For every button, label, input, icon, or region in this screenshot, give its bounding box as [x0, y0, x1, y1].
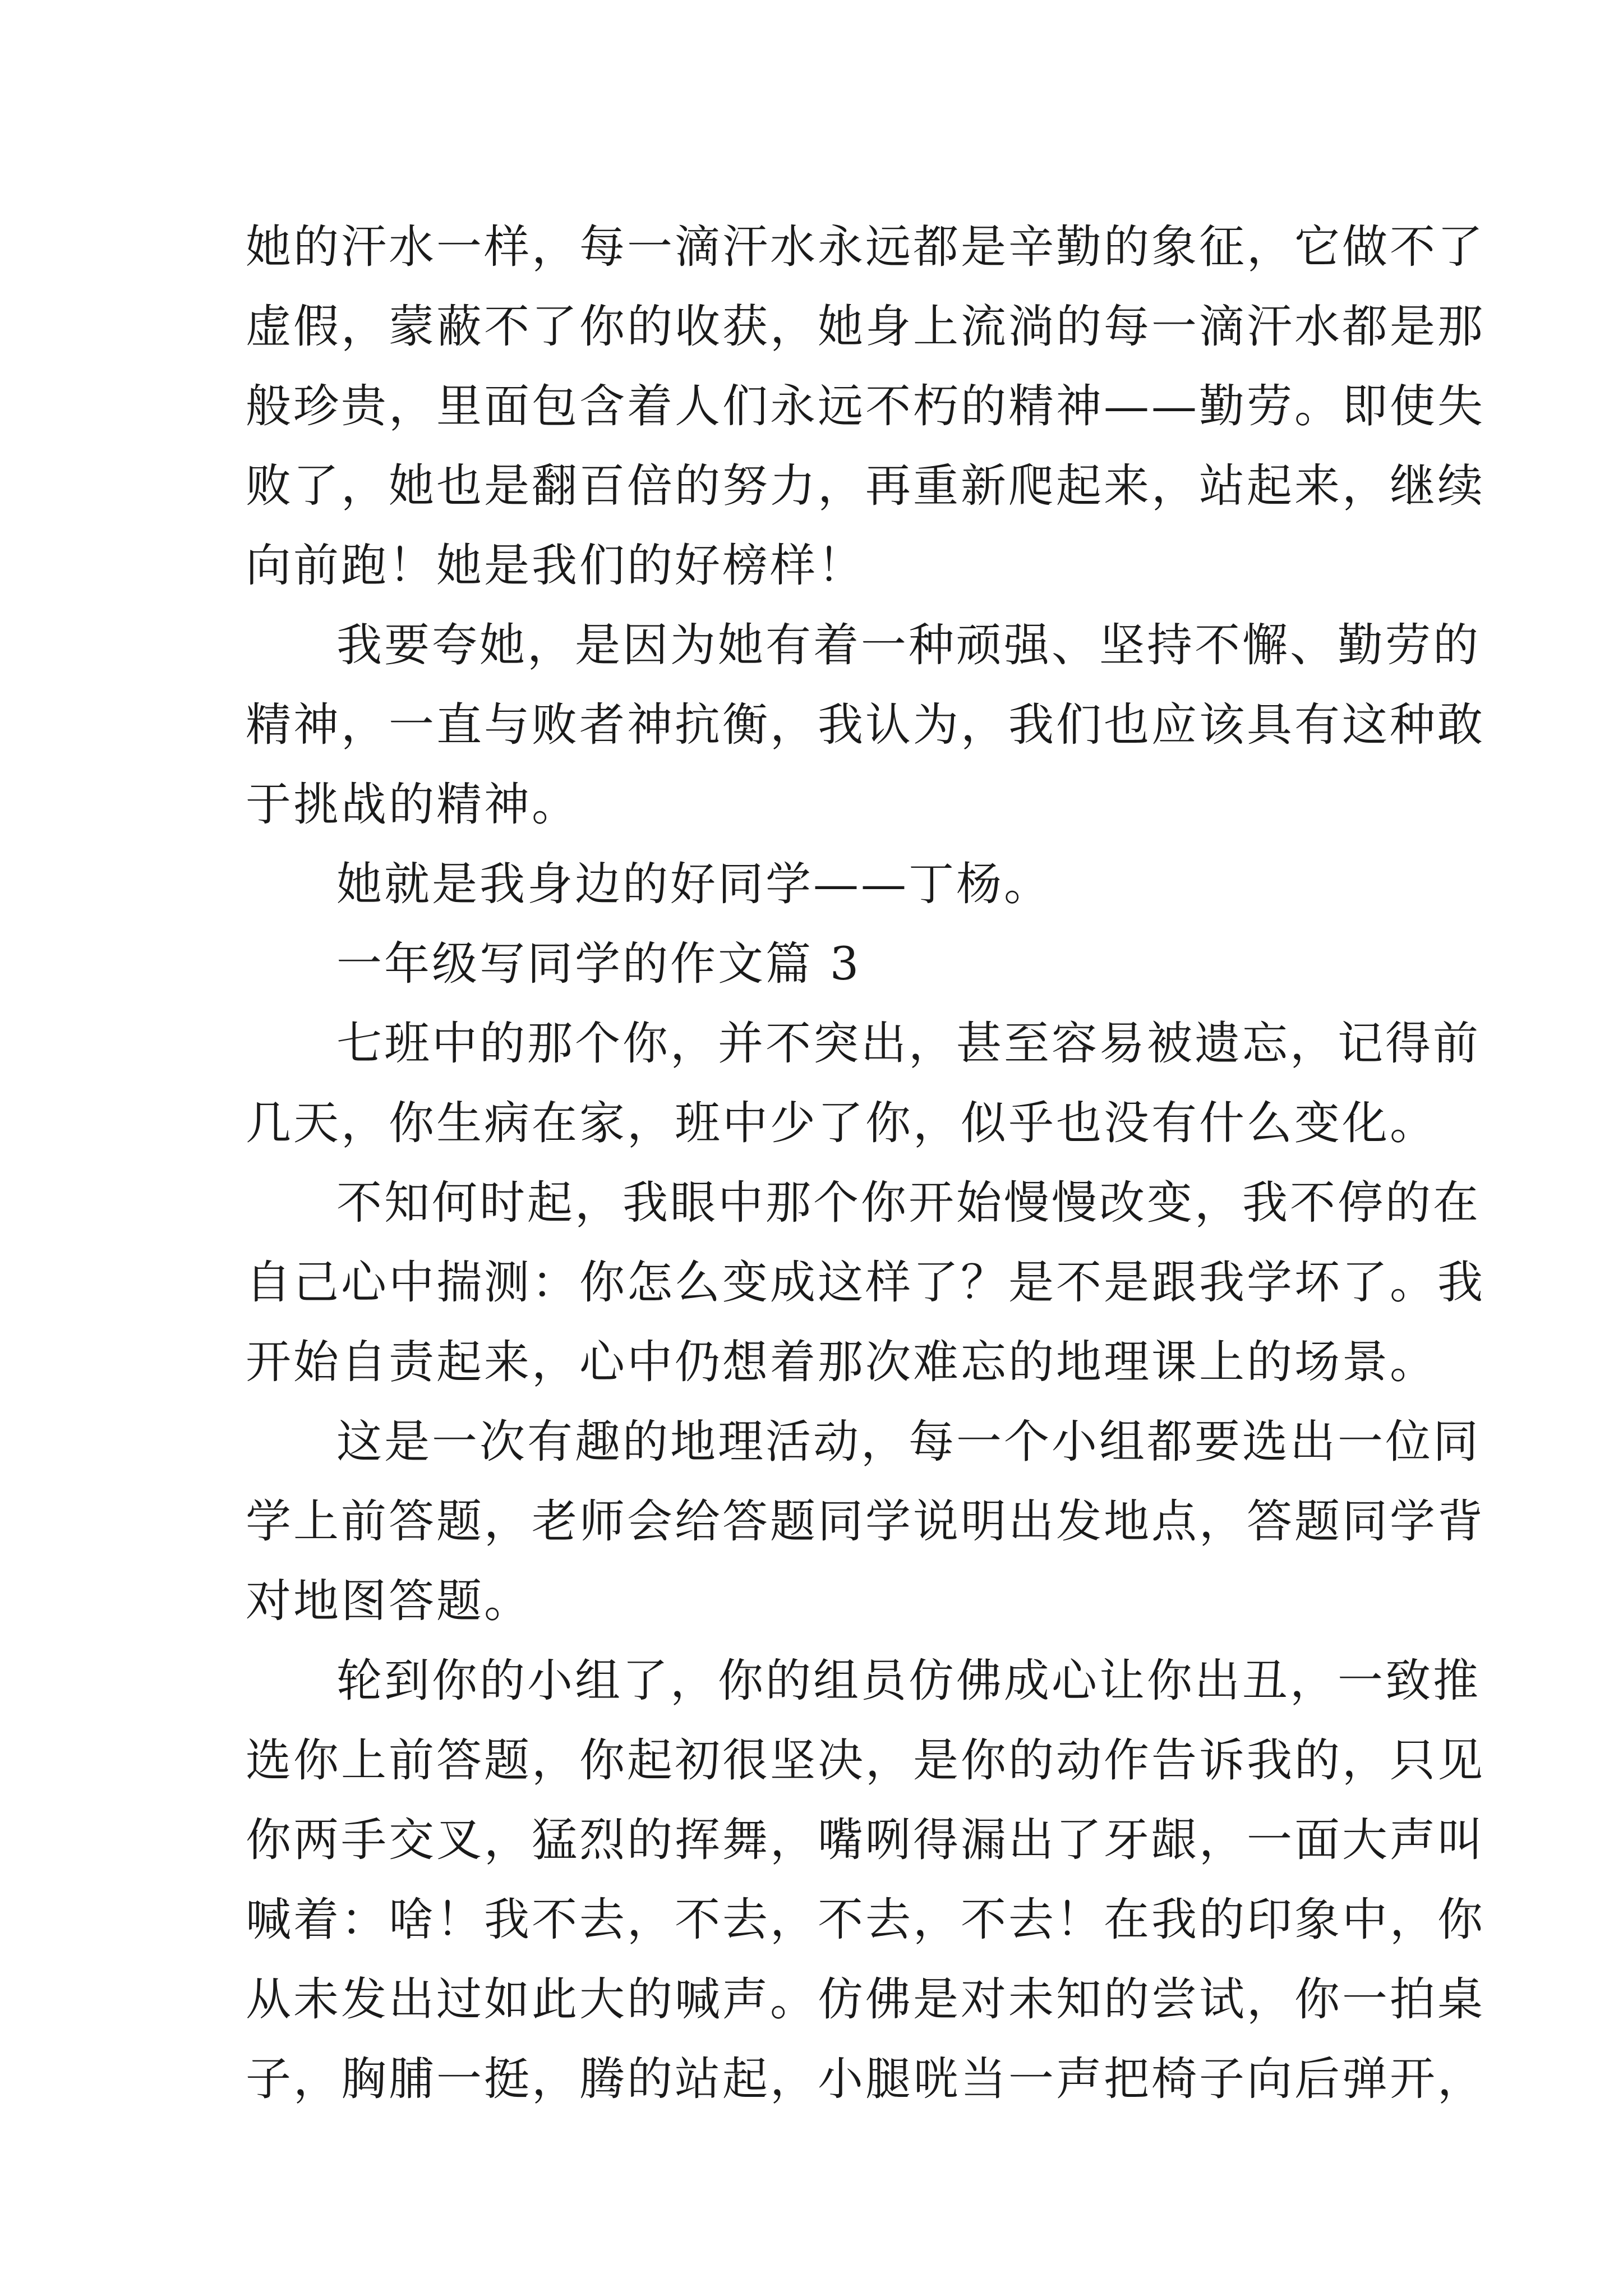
text-line: 败了，她也是翻百倍的努力，再重新爬起来，站起来，继续: [246, 460, 1486, 513]
text-line: 精神，一直与败者神抗衡，我认为，我们也应该具有这种敢: [246, 699, 1486, 752]
text-line: 于挑战的精神。: [246, 779, 580, 831]
text-line: 选你上前答题，你起初很坚决，是你的动作告诉我的，只见: [246, 1734, 1486, 1787]
text-line: 七班中的那个你，并不突出，甚至容易被遗忘，记得前: [336, 1018, 1481, 1070]
text-line: 对地图答题。: [246, 1575, 532, 1628]
text-line: 自己心中揣测：你怎么变成这样了？是不是跟我学坏了。我: [246, 1257, 1486, 1309]
essay-body: [246, 208, 1486, 2119]
text-line: 开始自责起来，心中仍想着那次难忘的地理课上的场景。: [246, 1336, 1438, 1389]
text-line: 学上前答题，老师会给答题同学说明出发地点，答题同学背: [246, 1496, 1486, 1548]
text-line: 从未发出过如此大的喊声。仿佛是对未知的尝试，你一拍桌: [246, 1973, 1486, 2026]
text-line: 我要夸她，是因为她有着一种顽强、坚持不懈、勤劳的: [336, 619, 1481, 672]
text-line: 她就是我身边的好同学——丁杨。: [336, 858, 1052, 911]
text-line: 般珍贵，里面包含着人们永远不朽的精神——勤劳。即使失: [246, 380, 1486, 433]
text-line: 向前跑！她是我们的好榜样！: [246, 540, 866, 592]
text-line: 子，胸脯一挺，腾的站起，小腿咣当一声把椅子向后弹开，: [246, 2053, 1486, 2106]
text-line: 虚假，蒙蔽不了你的收获，她身上流淌的每一滴汗水都是那: [246, 301, 1486, 353]
text-line: 她的汗水一样，每一滴汗水永远都是辛勤的象征，它做不了: [246, 221, 1486, 274]
text-line: 不知何时起，我眼中那个你开始慢慢改变，我不停的在: [336, 1177, 1481, 1230]
section-heading: 一年级写同学的作文篇 3: [336, 938, 861, 991]
text-line: 这是一次有趣的地理活动，每一个小组都要选出一位同: [336, 1416, 1481, 1469]
text-line: 轮到你的小组了，你的组员仿佛成心让你出丑，一致推: [336, 1655, 1481, 1708]
text-line: 几天，你生病在家，班中少了你，似乎也没有什么变化。: [246, 1097, 1438, 1150]
text-line: 你两手交叉，猛烈的挥舞，嘴咧得漏出了牙龈，一面大声叫: [246, 1814, 1486, 1867]
text-line: 喊着：啥！我不去，不去，不去，不去！在我的印象中，你: [246, 1894, 1486, 1947]
